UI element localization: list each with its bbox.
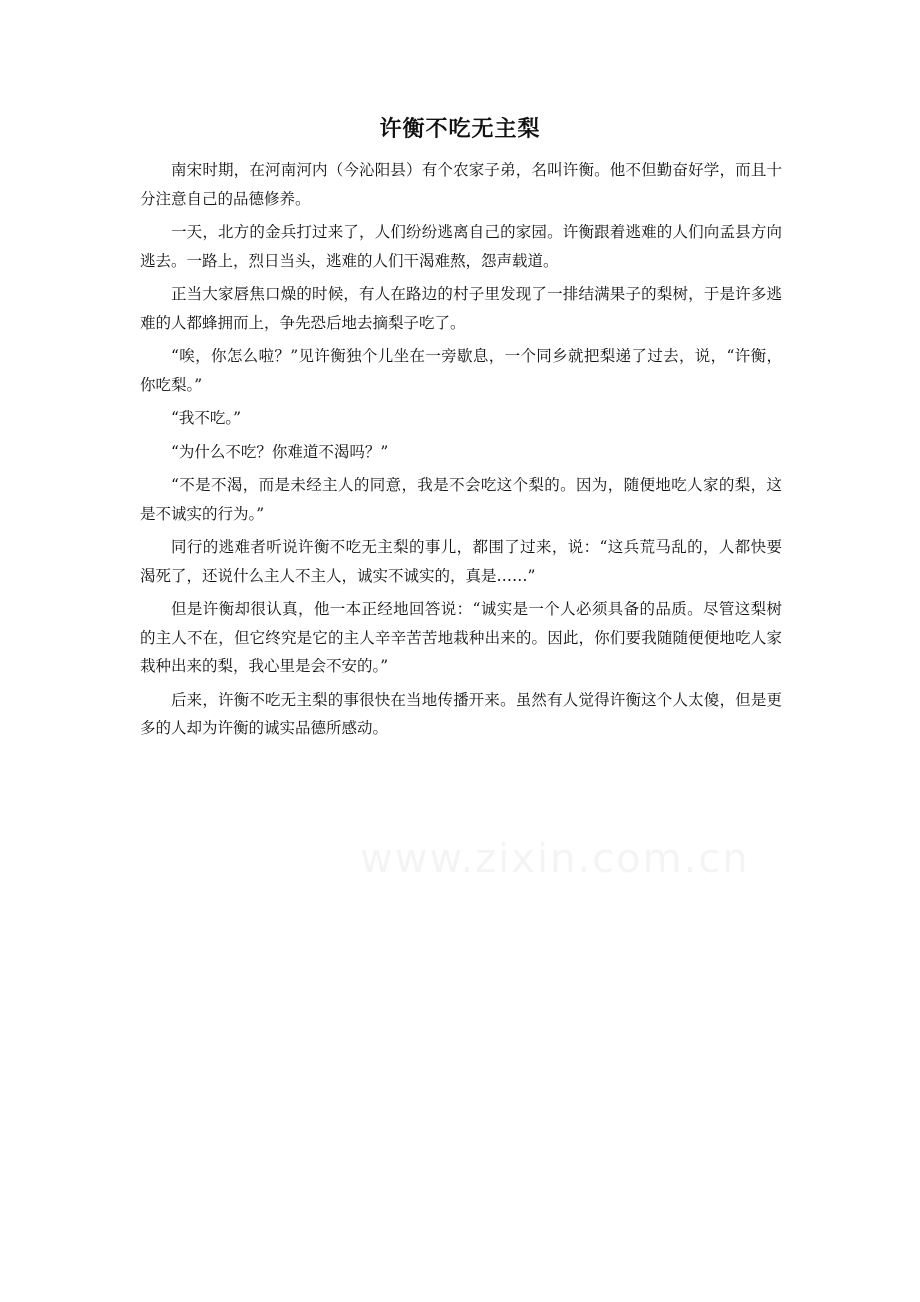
paragraph-8: 同行的逃难者听说许衡不吃无主梨的事儿，都围了过来，说：“这兵荒马乱的，人都快要渴死了，还说什么主人不主人，诚实不诚实的，真是……” [140,538,782,585]
paragraph-5: “我不吃。” [171,409,242,427]
page-title: 许衡不吃无主梨 [379,116,541,142]
paragraph-4: “唉，你怎么啦？”见许衡独个儿坐在一旁歇息，一个同乡就把梨递了过去，说，“许衡，你吃梨。” [140,347,782,394]
watermark [360,836,750,882]
paragraph-6: “为什么不吃？你难道不渴吗？” [171,442,389,461]
paragraph-1: 南宋时期，在河南河内（今沁阳县）有个农家子弟，名叫许衡。他不但勤奋好学，而且十分注意自己的品德修养。 [140,161,782,208]
article-body [140,156,782,748]
paragraph-2: 一天，北方的金兵打过来了，人们纷纷逃离自己的家园。许衡跟着逃难的人们向孟县方向逃去。一路上，烈日当头，逃难的人们干渴难熬，怨声载道。 [140,223,782,270]
paragraph-9: 但是许衡却很认真，他一本正经地回答说：“诚实是一个人必须具备的品质。尽管这梨树的主人不在，但它终究是它的主人辛辛苦苦地栽种出来的。因此，你们要我随随便便地吃人家栽种出来的梨，我心里是会不安的。” [140,600,782,675]
paragraph-7: “不是不渴，而是未经主人的同意，我是不会吃这个梨的。因为，随便地吃人家的梨，这是不诚实的行为。” [140,476,782,523]
paragraph-10: 后来，许衡不吃无主梨的事很快在当地传播开来。虽然有人觉得许衡这个人太傻，但是更多的人却为许衡的诚实品德所感动。 [140,690,782,737]
paragraph-3: 正当大家唇焦口燥的时候，有人在路边的村子里发现了一排结满果子的梨树，于是许多逃难的人都蜂拥而上，争先恐后地去摘梨子吃了。 [140,285,782,332]
